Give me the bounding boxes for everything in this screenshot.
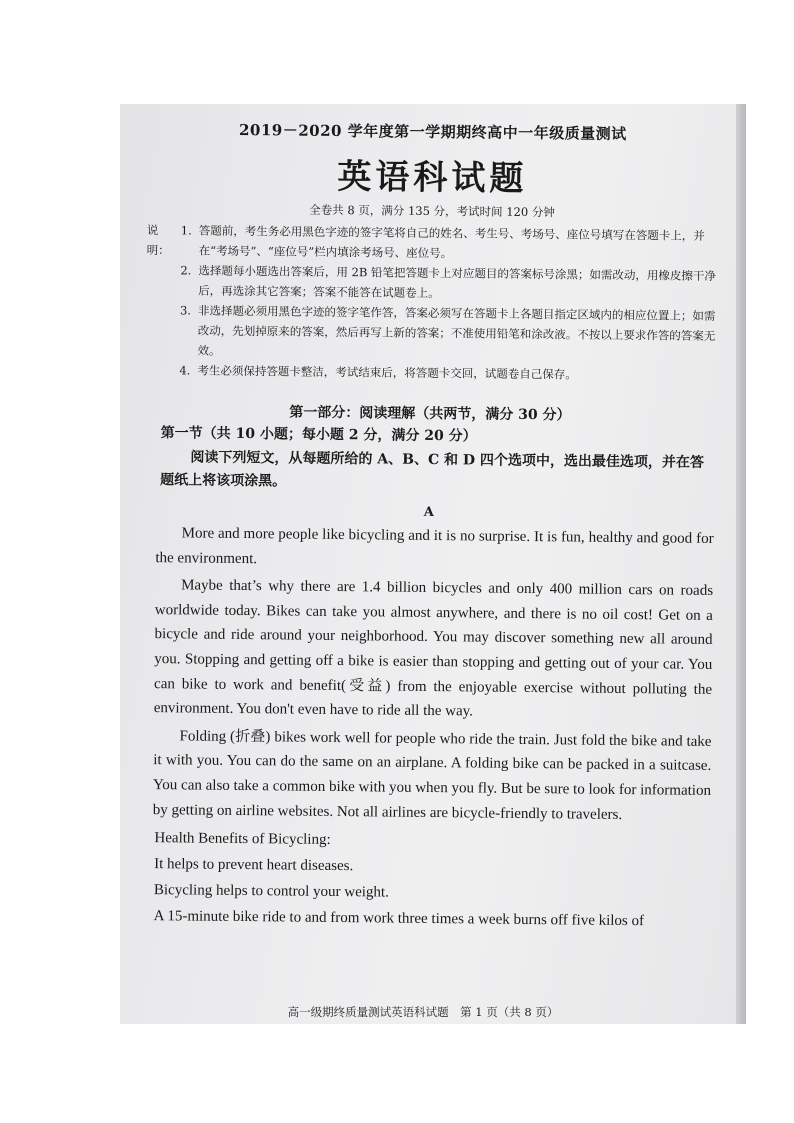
part-one-heading: 第一部分：阅读理解（共两节，满分 30 分）: [289, 404, 571, 424]
document-photo: [120, 104, 746, 1024]
reading-directions: 阅读下列短文，从每题所给的 A、B、C 和 D 四个选项中，选出最佳选项，并在答题纸上将该项涂黑。: [160, 449, 704, 490]
benefit-item: It helps to prevent heart diseases.: [154, 856, 354, 875]
exam-page: [140, 118, 718, 935]
instruction-number: 1.: [180, 223, 192, 238]
exam-title: 2019－2020 学年度第一学期期终高中一年级质量测试: [238, 120, 627, 144]
section-one-heading: 第一节（共 10 小题；每小题 2 分，满分 20 分）: [160, 425, 477, 445]
passage-paragraph: Folding (折叠) bikes work well for people who ride the train. Just fold the bike and take it with you. You can do the same on an airplane. A folding bike can be packed in a suitcase. You can also take a common bike with you when you fly. But be sure to look for information by getting on airline websites. Not all airlines are bicycle-friendly to travelers.: [152, 728, 712, 823]
instructions: [145, 220, 717, 386]
instruction-number: 3.: [179, 303, 192, 318]
instruction-item: [147, 220, 717, 266]
instruction-item: [146, 260, 716, 306]
instructions-label: 说明：: [146, 222, 170, 258]
instruction-text: 选择题每小题选出答案后，用 2B 铅笔把答题卡上对应题目的答案标号涂黑；如需改动，用橡皮擦干净后，再选涂其它答案；答案不能答在试题卷上。: [198, 263, 717, 301]
instruction-number: 4.: [179, 363, 191, 378]
instruction-text: 答题前，考生务必用黑色字迹的签字笔将自己的姓名、考生号、考场号、座位号填写在答题卡上，并在“考场号”、“座位号”栏内填涂考场号、座位号。: [198, 223, 705, 261]
benefits-heading: Health Benefits of Bicycling:: [154, 830, 331, 849]
instruction-text: 非选择题必须用黑色字迹的签字笔作答，答案必须写在答题卡上各题目指定区域内的相应位置上；如需改动，先划掉原来的答案，然后再写上新的答案；不准使用铅笔和涂改液。不按以上要求作答的答案无效。: [197, 303, 716, 358]
page-footer: 高一级期终质量测试英语科试题 第 1 页（共 8 页）: [287, 1005, 559, 1019]
benefit-item: A 15-minute bike ride to and from work three times a week burns off five kilos of: [153, 908, 645, 930]
exam-meta: 全卷共 8 页，满分 135 分，考试时间 120 分钟: [309, 202, 555, 220]
page-edge-shadow: [736, 104, 746, 1024]
passage-paragraph: More and more people like bicycling and it is no surprise. It is fun, healthy and good for the environment.: [155, 525, 714, 567]
benefit-item: Bicycling helps to control your weight.: [153, 882, 389, 901]
instruction-item: [145, 300, 716, 366]
passage-label: A: [423, 504, 435, 521]
subject-title: 英语科试题: [337, 156, 528, 199]
instruction-text: 考生必须保持答题卡整洁，考试结束后，将答题卡交回，试题卷自己保存。: [197, 363, 577, 382]
instruction-number: 2.: [180, 263, 192, 278]
passage-paragraph: Maybe that’s why there are 1.4 billion bicycles and only 400 million cars on roads worldwide today. Bikes can take you almost anywhere, and there is no oil cost! Get on a bicycle and ride around your neighborhood. You may discover something new all around you. Stopping and getting off a bike is easier than stopping and getting out of your car. You can bike to work and benefit(受益) from the enjoyable exercise without polluting the environment. You don't even have to ride all the way.: [153, 577, 714, 720]
